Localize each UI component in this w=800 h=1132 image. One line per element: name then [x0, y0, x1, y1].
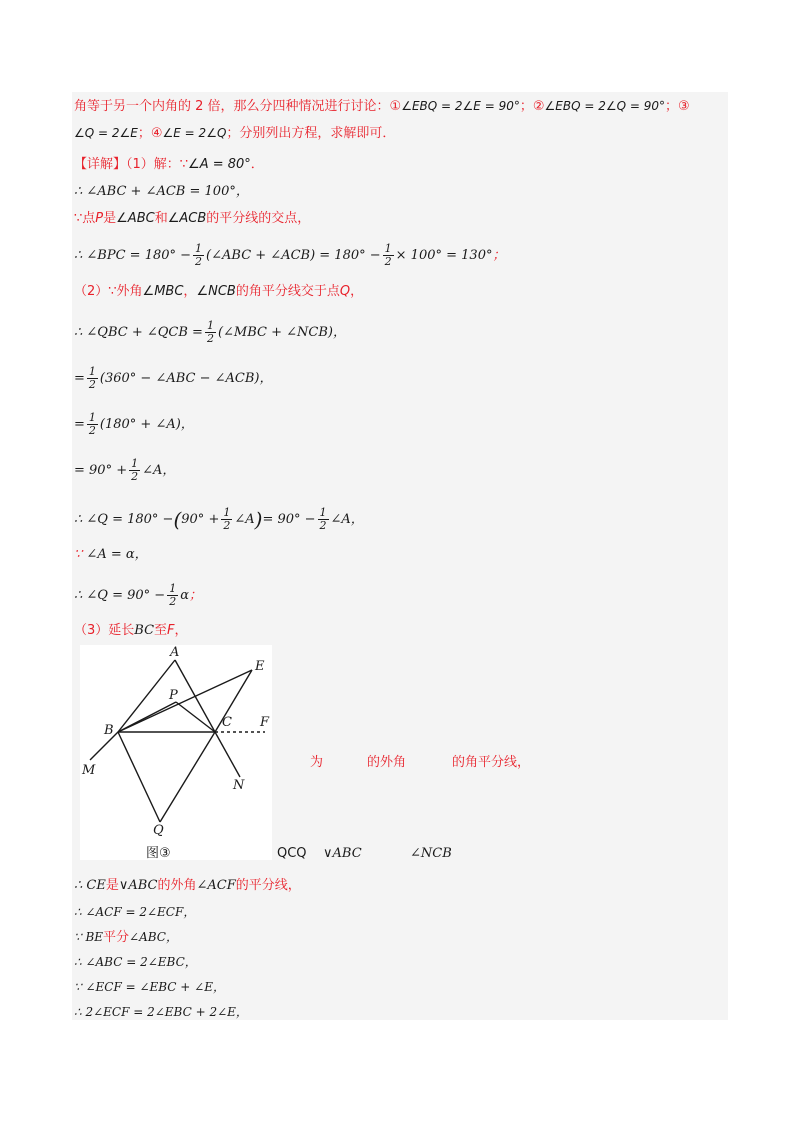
line-11: = 90° + $\frac{1}{2}$ ∠A， — [74, 457, 176, 483]
fraction: $\frac{1}{2}$ — [131, 457, 139, 483]
fragment-wei: 为 — [310, 755, 324, 770]
segment-bp — [118, 702, 176, 732]
segment-bq — [118, 732, 160, 822]
label-e: E — [255, 659, 265, 674]
label-c: C — [222, 715, 232, 730]
line-3-detail: 【详解】（1）解：∵∠A = 80°． — [74, 157, 264, 172]
label-p: P — [169, 688, 178, 703]
label-f: F — [260, 715, 270, 730]
line-10: = $\frac{1}{2}$ (180° + ∠A)， — [74, 411, 194, 437]
label-b: B — [104, 723, 114, 738]
fragment-abc: ∨ABC — [323, 846, 362, 861]
line-21: ∴ 2∠ECF = 2∠EBC + 2∠E， — [74, 1005, 248, 1019]
line-4: ∴ ∠ABC + ∠ACB = 100°， — [74, 184, 249, 199]
figure-svg — [80, 645, 272, 860]
line-19: ∴ ∠ABC = 2∠EBC， — [74, 955, 197, 969]
line-17: ∴ ∠ACF = 2∠ECF， — [74, 905, 196, 919]
fragment-ncb: ∠NCB — [410, 846, 452, 861]
line-2: ∠Q = 2∠E；④∠E = 2∠Q；分别列出方程，求解即可． — [74, 126, 396, 141]
line-14: ∴ ∠Q = 90° − $\frac{1}{2}$ α； — [74, 582, 202, 608]
geometry-figure — [80, 645, 272, 860]
line-15: （3）延长BC至F， — [74, 623, 188, 638]
fraction: $\frac{1}{2}$ — [169, 582, 177, 608]
line-13: ∵ ∠A = α， — [74, 547, 148, 562]
line-16: ∴ CE是∨ABC的外角∠ACF的平分线， — [74, 878, 301, 893]
label-q: Q — [153, 823, 164, 838]
segment-pc — [176, 702, 215, 732]
line-8: ∴ ∠QBC + ∠QCB = $\frac{1}{2}$ (∠MBC + ∠NCB)， — [74, 319, 346, 345]
fragment-qcq: QCQ — [277, 846, 307, 861]
fraction: $\frac{1}{2}$ — [88, 365, 96, 391]
figure-caption: 图③ — [146, 846, 171, 861]
line-7: （2）∵外角∠MBC，∠NCB的角平分线交于点Q， — [74, 284, 364, 299]
line-1: 角等于另一个内角的 2 倍，那么分四种情况进行讨论：①∠EBQ = 2∠E = 90°；②∠EBQ = 2∠Q = 90°；③ — [74, 99, 690, 114]
line-12: ∴ ∠Q = 180° −(90° + $\frac{1}{2}$ ∠A)= 90° − $\frac{1}{2}$ ∠A， — [74, 506, 364, 532]
fraction: $\frac{1}{2}$ — [319, 506, 327, 532]
label-m: M — [82, 763, 96, 778]
line-20: ∵ ∠ECF = ∠EBC + ∠E， — [74, 980, 225, 994]
label-a: A — [170, 645, 180, 660]
segment-qc — [160, 732, 215, 822]
fraction: $\frac{1}{2}$ — [195, 242, 203, 268]
line-18: ∵ BE平分∠ABC， — [74, 930, 178, 945]
label-n: N — [233, 778, 245, 793]
fragment-bisector: 的角平分线， — [452, 755, 531, 770]
fragment-outer-angle: 的外角 — [367, 755, 407, 770]
line-6: ∴ ∠BPC = 180° − $\frac{1}{2}$ (∠ABC + ∠ACB) = 180° − $\frac{1}{2}$ × 100° = 130°； — [74, 242, 506, 268]
segment-ba — [118, 660, 175, 732]
fraction: $\frac{1}{2}$ — [206, 319, 214, 345]
line-5: ∵点P是∠ABC和∠ACB的平分线的交点， — [74, 211, 311, 226]
fraction: $\frac{1}{2}$ — [384, 242, 392, 268]
fraction: $\frac{1}{2}$ — [223, 506, 231, 532]
line-9: = $\frac{1}{2}$ (360° − ∠ABC − ∠ACB)， — [74, 365, 273, 391]
fraction: $\frac{1}{2}$ — [88, 411, 96, 437]
